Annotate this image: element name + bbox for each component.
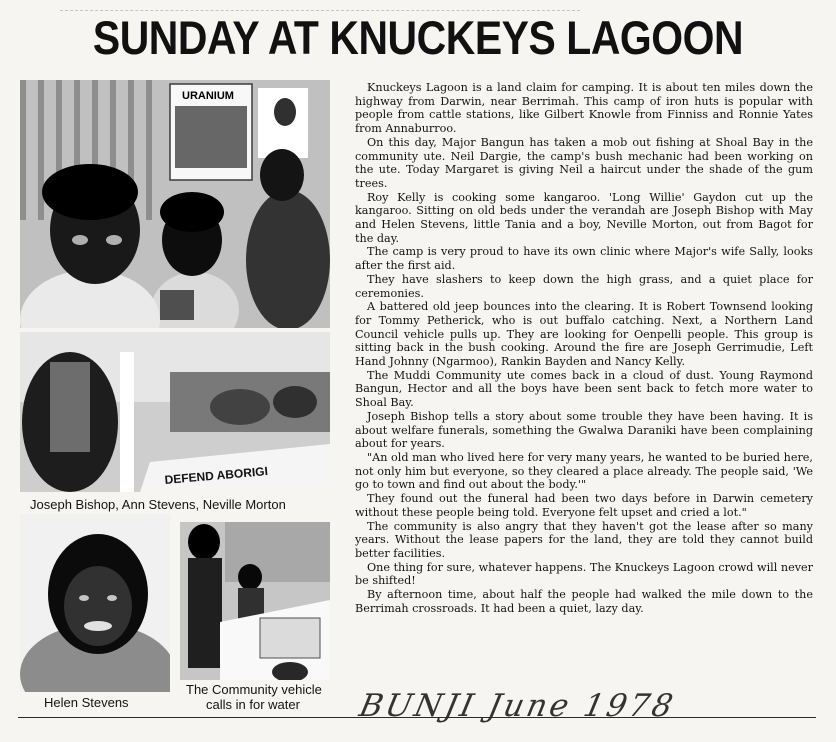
caption-vehicle-line1: The Community vehicle — [186, 682, 322, 697]
article-paragraph: On this day, Major Bangun has taken a mob out fishing at Shoal Bay in the community ute. Neil Dargie, the camp's bush mechanic had been working on the ute. Today Margaret is giving Neil a haircut under the shade of the gum trees. — [355, 135, 813, 190]
article-paragraph: Roy Kelly is cooking some kangaroo. 'Long Willie' Gaydon cut up the kangaroo. Sitting on old beds under the verandah are Joseph Bishop with May and Helen Stevens, little Tania and a boy, Neville Morton, out from Bagot for the day. — [355, 190, 813, 245]
photo-camp-group — [20, 80, 330, 328]
article-paragraph: The camp is very proud to have its own clinic where Major's wife Sally, looks after the first aid. — [355, 245, 813, 273]
caption-vehicle-line2: calls in for water — [206, 697, 300, 712]
article-paragraph: "An old man who lived here for very many years, he wanted to be buried here, not only him but everyone, so they cleared a place already. The people said, 'We go to town and find out about the body.'" — [355, 450, 813, 492]
article-paragraph: A battered old jeep bounces into the clearing. It is Robert Townsend looking for Tommy Petherick, who is out buffalo catching. Next, a Northern Land Council vehicle pulls up. They are looking for Oenpelli people. This group is sitting back in the bush cooking. Around the fire are Joseph Gerrimudie, Left Hand Johnny (Ngarmoo), Rankin Bayden and Nancy Kelly. — [355, 300, 813, 369]
caption-joseph-bishop: Joseph Bishop, Ann Stevens, Neville Morton — [30, 497, 286, 512]
article-body — [355, 81, 813, 615]
article-paragraph: They found out the funeral had been two days before in Darwin cemetery without these people being told. Everyone felt upset and cried a lot." — [355, 492, 813, 519]
article-paragraph: Knuckeys Lagoon is a land claim for camping. It is about ten miles down the highway from Darwin, near Berrimah. This camp of iron huts is popular with people from cattle stations, like Gilbert Knowle from Finniss and Ronnie Yates from Annaburroo. — [355, 81, 813, 136]
photo-helen-stevens — [20, 514, 170, 692]
handwritten-signature: BUNJI June 1978 — [356, 688, 679, 724]
article-paragraph: The community is also angry that they haven't got the lease after so many years. Without the lease papers for the land, they are told they cannot build better facilities. — [355, 519, 813, 560]
banner-text: DEFEND ABORIGI — [164, 464, 269, 487]
article-paragraph: By afternoon time, about half the people had walked the mile down to the Berrimah crossroads. It had been a quiet, lazy day. — [355, 588, 813, 615]
uranium-sign-text: URANIUM — [182, 90, 234, 102]
article-paragraph: One thing for sure, whatever happens. The Knuckeys Lagoon crowd will never be shifted! — [355, 560, 813, 588]
article-paragraph: They have slashers to keep down the high grass, and a quiet place for ceremonies. — [355, 272, 813, 300]
photo-community-vehicle — [180, 522, 330, 680]
caption-helen-stevens: Helen Stevens — [44, 695, 129, 710]
headline: SUNDAY AT KNUCKEYS LAGOON — [92, 11, 744, 64]
divider-rule — [18, 717, 816, 718]
article-paragraph: Joseph Bishop tells a story about some trouble they have been having. It is about welfare funerals, something the Gwalwa Daraniki have been complaining about for years. — [355, 409, 813, 451]
photo-defend-banner — [20, 332, 330, 492]
article-paragraph: The Muddi Community ute comes back in a cloud of dust. Young Raymond Bangun, Hector and all the boys have been sent back to fetch more water to Shoal Bay. — [355, 368, 813, 410]
